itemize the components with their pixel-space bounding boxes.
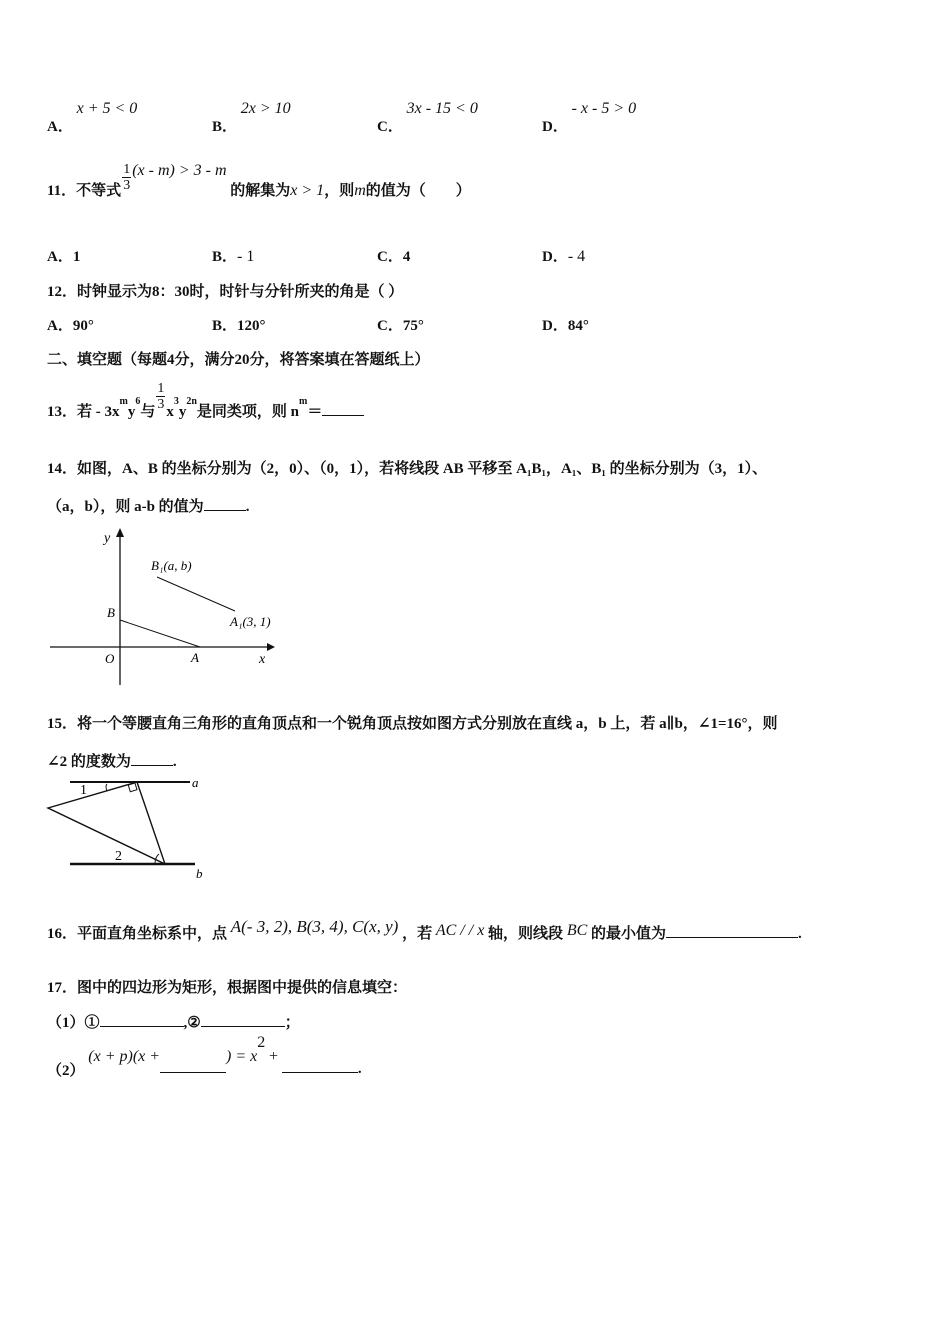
section-title: 二、填空题（每题4分，满分20分，将答案填在答题纸上） [47, 352, 430, 368]
q12-option-b [212, 314, 266, 335]
right-triangle [48, 782, 165, 864]
question-text: 轴，则线段 [488, 926, 564, 942]
option-value: 90° [72, 318, 94, 334]
exponent: 2n [186, 395, 197, 407]
question-text: 与 [140, 403, 156, 420]
question-15-line-2 [47, 750, 177, 771]
point-a1-label: A₁(3, 1) [230, 614, 271, 629]
answer-blank[interactable] [322, 401, 364, 416]
answer-blank[interactable] [201, 1012, 285, 1027]
option-label: D． [542, 249, 568, 265]
q12-option-a [47, 314, 94, 335]
question-text: 13．若 - 3x [47, 403, 120, 420]
question-text: 11．不等式 [47, 182, 122, 199]
option-label: A． [47, 119, 73, 135]
y-axis-label: y [104, 531, 111, 546]
y-axis-arrow-icon [116, 528, 124, 537]
exponent: 2 [257, 1034, 266, 1051]
question-text: ,② [183, 1015, 201, 1031]
question-15-line-1: 15．将一个等腰直角三角形的直角顶点和一个锐角顶点按如图方式分别放在直线 a，b 上，若 a∥b，∠1=16°，则 [47, 716, 778, 732]
option-label: B． [212, 318, 238, 334]
option-value: 84° [567, 318, 589, 334]
question-text: ＝ [307, 403, 323, 420]
exponent: 3 [173, 395, 179, 407]
option-value: 1 [72, 249, 81, 265]
fraction-numerator: 1 [123, 162, 131, 177]
option-label: C． [377, 318, 403, 334]
option-expression: x + 5 < 0 [76, 100, 138, 117]
angle-1-arc [106, 784, 107, 791]
fraction [122, 162, 131, 193]
question-text: ，则 [324, 182, 355, 199]
inequality-expression: (x - m) > 3 - m [132, 161, 227, 179]
option-value: 120° [237, 318, 266, 334]
x-axis-label: x [259, 652, 266, 667]
fraction-numerator: 1 [157, 381, 165, 396]
expression: (x + p)(x + [88, 1048, 161, 1065]
question-text: y [127, 403, 136, 420]
question-text: 16．平面直角坐标系中，点 [47, 926, 228, 942]
option-label: C． [377, 119, 403, 135]
parallel-condition: AC / / x [435, 922, 485, 939]
question-text: . [357, 1061, 362, 1077]
question-14-line-2 [47, 495, 249, 516]
question-text: ； [284, 1015, 300, 1031]
option-label: A． [47, 249, 73, 265]
fraction [156, 381, 165, 412]
points-expression: A(- 3, 2), B(3, 4), C(x, y) [230, 917, 399, 936]
angle-2-label: 2 [115, 849, 122, 864]
triangle-figure [45, 772, 215, 887]
expression: + [269, 1048, 279, 1065]
question-text: （1）① [47, 1015, 100, 1031]
question-text: 的最小值为 [591, 926, 667, 942]
segment-ab [120, 620, 200, 647]
question-text: . [798, 926, 802, 942]
question-16 [47, 917, 802, 943]
segment-a1b1 [157, 577, 235, 611]
option-label: B． [212, 119, 238, 135]
question-12: 12．时钟显示为8：30时，时针与分针所夹的角是（ ） [47, 284, 404, 300]
exponent: m [299, 395, 308, 407]
q11-option-d [542, 245, 585, 266]
point-b1-label: B₁(a, b) [151, 558, 192, 573]
q12-option-c [377, 314, 424, 335]
option-value: - 1 [237, 248, 255, 265]
answer-blank[interactable] [100, 1012, 184, 1027]
q10-option-c [377, 100, 478, 135]
exponent: m [119, 395, 128, 407]
q11-option-b [212, 245, 254, 266]
question-13 [47, 375, 364, 420]
q11-option-c [377, 245, 410, 266]
question-11 [47, 161, 471, 199]
variable: m [354, 181, 366, 199]
question-14-line-1: 14．如图，A、B 的坐标分别为（2，0）、（0，1），若将线段 AB 平移至 A₁B₁，A₁、B₁ 的坐标分别为（3，1）、 [47, 461, 768, 477]
answer-blank[interactable] [160, 1058, 226, 1073]
answer-blank[interactable] [131, 751, 173, 766]
question-17: 17．图中的四边形为矩形，根据图中提供的信息填空： [47, 980, 408, 996]
question-text: （a，b），则 a-b 的值为 [47, 499, 204, 515]
fraction-denominator: 3 [157, 397, 165, 412]
q11-option-a [47, 245, 80, 266]
question-text: （2） [47, 1063, 85, 1079]
coordinate-figure [45, 525, 295, 690]
question-text: . [245, 499, 250, 515]
question-text: y [178, 403, 187, 420]
expression: ) = x [226, 1048, 258, 1065]
question-text: 的值为（ ） [365, 182, 471, 199]
question-text: ∠2 的度数为 [47, 754, 131, 770]
question-17-part-1 [47, 1011, 300, 1032]
angle-1-label: 1 [80, 783, 87, 798]
option-label: B． [212, 249, 238, 265]
segment-name: BC [566, 922, 588, 939]
option-value: 75° [402, 318, 424, 334]
question-text: ，若 [402, 926, 433, 942]
answer-blank[interactable] [204, 496, 246, 511]
question-text: . [172, 754, 177, 770]
answer-blank[interactable] [666, 923, 798, 938]
angle-2-arc [155, 854, 159, 864]
option-value: - 4 [567, 248, 586, 265]
question-text: 的解集为 [230, 182, 291, 199]
option-label: D． [542, 119, 568, 135]
q12-option-d [542, 314, 589, 335]
x-axis-arrow-icon [267, 643, 275, 651]
point-b-label: B [107, 605, 115, 620]
option-label: D． [542, 318, 568, 334]
solution-condition: x > 1 [290, 181, 325, 199]
fraction-denominator: 3 [123, 178, 131, 193]
line-b-label: b [196, 866, 203, 881]
q10-option-b [212, 100, 291, 135]
option-label: A． [47, 318, 73, 334]
right-angle-marker [128, 783, 137, 792]
answer-blank[interactable] [282, 1058, 358, 1073]
exponent: 6 [135, 395, 141, 407]
option-expression: 3x - 15 < 0 [406, 100, 478, 117]
option-expression: 2x > 10 [240, 100, 291, 117]
question-17-part-2 [47, 1034, 362, 1079]
option-expression: - x - 5 > 0 [571, 100, 637, 117]
question-text: 是同类项，则 n [196, 403, 300, 420]
point-a-label: A [191, 650, 199, 665]
question-text: x [166, 403, 174, 420]
q10-option-a [47, 100, 138, 135]
option-value: 4 [402, 249, 411, 265]
line-a-label: a [192, 775, 199, 790]
q10-option-d [542, 100, 637, 135]
origin-label: O [105, 651, 115, 666]
option-label: C． [377, 249, 403, 265]
